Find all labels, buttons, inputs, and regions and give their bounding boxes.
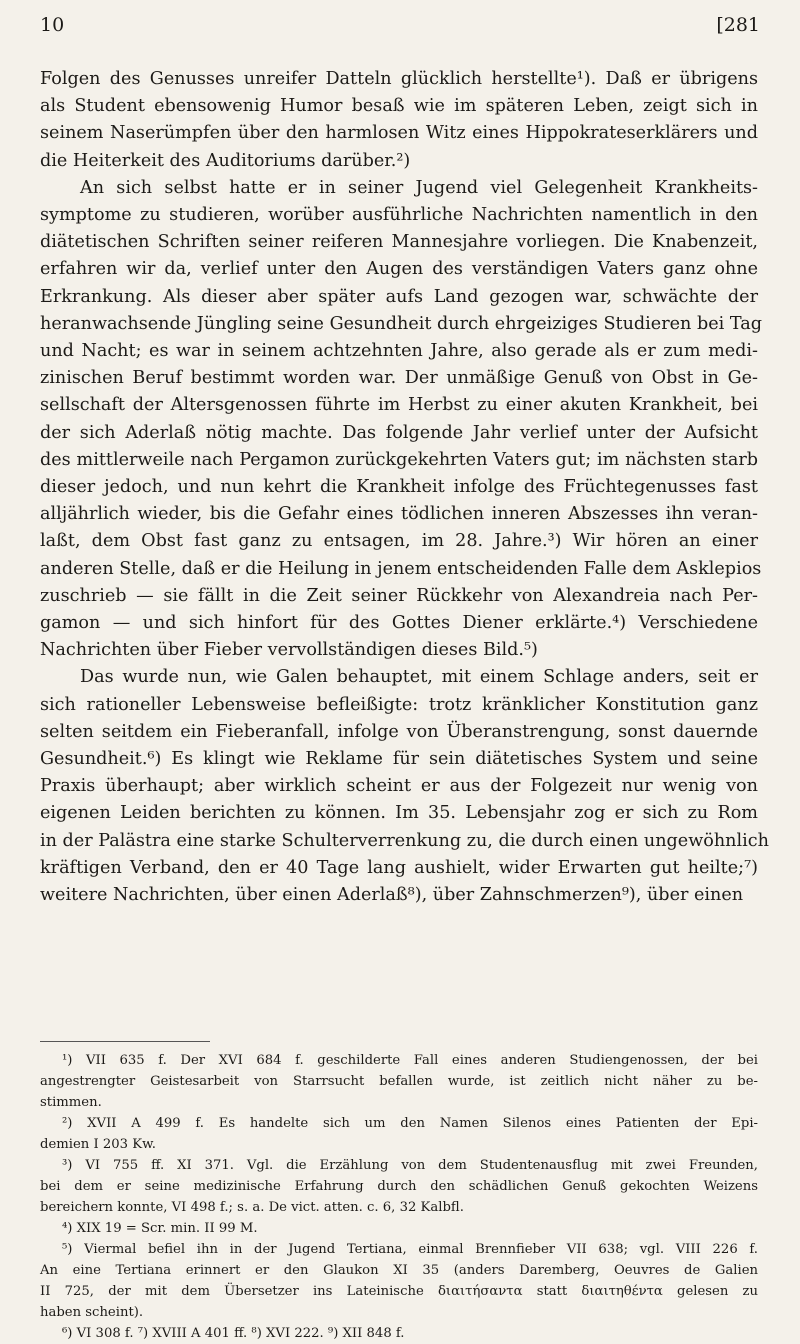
text-line: und Nacht; es war in seinem achtzehnten Jahre, also gerade als er zum medi-	[40, 341, 758, 362]
text-line: demien I 203 Kw.	[40, 1137, 156, 1152]
text-line: kräftigen Verband, den er 40 Tage lang aushielt, wider Erwarten gut heilte;⁷)	[40, 857, 758, 878]
footnote	[40, 1113, 758, 1155]
text-line: Das wurde nun, wie Galen behauptet, mit einem Schlage anders, seit er	[80, 667, 758, 688]
text-line: ⁵) Viermal befiel ihn in der Jugend Tertiana, einmal Brennfieber VII 638; vgl. VIII 226 f.	[62, 1242, 758, 1257]
text-line: diätetischen Schriften seiner reiferen Mannesjahre vorliegen. Die Knabenzeit,	[40, 232, 758, 253]
text-line: die Heiterkeit des Auditoriums darüber.²)	[40, 150, 411, 171]
text-line: als Student ebensowenig Humor besaß wie im späteren Leben, zeigt sich in	[40, 96, 758, 117]
footnote	[40, 1218, 758, 1239]
text-line: symptome zu studieren, worüber ausführliche Nachrichten namentlich in den	[40, 205, 758, 226]
text-line: sich rationeller Lebensweise befleißigte: trotz kränklicher Konstitution ganz	[40, 694, 758, 715]
page-number: 10	[40, 14, 65, 36]
text-line: alljährlich wieder, bis die Gefahr eines tödlichen inneren Abszesses ihn veran-	[40, 504, 758, 525]
text-line: Praxis überhaupt; aber wirklich scheint er aus der Folgezeit nur wenig von	[40, 776, 758, 797]
footnote	[40, 1239, 758, 1323]
text-line: An eine Tertiana erinnert er den Glaukon XI 35 (anders Daremberg, Oeuvres de Galien	[40, 1263, 758, 1278]
text-line: laßt, dem Obst fast ganz zu entsagen, im 28. Jahre.³) Wir hören an einer	[40, 531, 758, 552]
footnotes	[40, 1050, 758, 1344]
text-line: zuschrieb — sie fällt in die Zeit seiner Rückkehr von Alexandreia nach Per-	[40, 585, 758, 606]
text-line: des mittlerweile nach Pergamon zurückgekehrten Vaters gut; im nächsten starb	[40, 449, 758, 470]
text-line: sellschaft der Altersgenossen führte im Herbst zu einer akuten Krankheit, bei	[40, 395, 758, 416]
text-line: ⁴) XIX 19 = Scr. min. II 99 M.	[62, 1221, 258, 1236]
text-line: heranwachsende Jüngling seine Gesundheit durch ehrgeiziges Studieren bei Tag	[40, 313, 762, 334]
text-line: in der Palästra eine starke Schulterverrenkung zu, die durch einen ungewöhnlich	[40, 830, 769, 851]
text-line: gamon — und sich hinfort für des Gottes Diener erklärte.⁴) Verschiedene	[40, 613, 758, 634]
paragraph	[40, 66, 758, 175]
text-line: anderen Stelle, daß er die Heilung in jenem entscheidenden Falle dem Asklepios	[40, 558, 762, 579]
text-line: haben scheint).	[40, 1305, 144, 1320]
text-line: eigenen Leiden berichten zu können. Im 35. Lebensjahr zog er sich zu Rom	[40, 803, 758, 824]
text-line: seinem Naserümpfen über den harmlosen Witz eines Hippokrateserklärers und	[40, 123, 758, 144]
text-line: Gesundheit.⁶) Es klingt wie Reklame für sein diätetisches System und seine	[40, 749, 758, 770]
text-line: stimmen.	[40, 1095, 102, 1110]
text-line: bei dem er seine medizinische Erfahrung durch den schädlichen Genuß gekochten Weizens	[40, 1179, 758, 1194]
paragraph	[40, 175, 762, 665]
text-line: An sich selbst hatte er in seiner Jugend viel Gelegenheit Krankheits-	[80, 177, 758, 198]
paragraph	[40, 664, 769, 909]
text-line: Nachrichten über Fieber vervollständigen dieses Bild.⁵)	[40, 640, 538, 661]
text-line: ²) XVII A 499 f. Es handelte sich um den Namen Silenos eines Patienten der Epi-	[62, 1116, 758, 1131]
text-line: angestrengter Geistesarbeit von Starrsucht befallen wurde, ist zeitlich nicht näher zu be-	[40, 1074, 758, 1089]
text-line: Erkrankung. Als dieser aber später aufs Land gezogen war, schwächte der	[40, 286, 758, 307]
text-line: selten seitdem ein Fieberanfall, infolge von Überanstrengung, sonst dauernde	[40, 721, 758, 742]
footnote-rule	[40, 1041, 210, 1042]
text-line: ⁶) VI 308 f. ⁷) XVIII A 401 ff. ⁸) XVI 222. ⁹) XII 848 f.	[62, 1326, 405, 1341]
page-header	[40, 14, 760, 44]
body-text	[40, 66, 769, 909]
text-line: erfahren wir da, verlief unter den Augen des verständigen Vaters ganz ohne	[40, 259, 758, 280]
text-line: bereichern konnte, VI 498 f.; s. a. De vict. atten. c. 6, 32 Kalbfl.	[40, 1200, 464, 1215]
page-marker: [281	[716, 14, 760, 36]
footnote	[40, 1050, 758, 1113]
text-line: Folgen des Genusses unreifer Datteln glücklich herstellte¹). Daß er übrigens	[40, 69, 758, 89]
footnote	[40, 1323, 758, 1344]
text-line: zinischen Beruf bestimmt worden war. Der unmäßige Genuß von Obst in Ge-	[40, 368, 758, 389]
footnote	[40, 1155, 758, 1218]
text-line: II 725, der mit dem Übersetzer ins Lateinische διαιτήσαντα statt διαιτηθέντα gelesen zu	[40, 1284, 758, 1299]
text-line: ¹) VII 635 f. Der XVI 684 f. geschilderte Fall eines anderen Studiengenossen, der bei	[62, 1053, 758, 1068]
text-line: ³) VI 755 ff. XI 371. Vgl. die Erzählung von dem Studentenausflug mit zwei Freunden,	[62, 1158, 758, 1173]
text-line: dieser jedoch, und nun kehrt die Krankheit infolge des Früchtegenusses fast	[40, 477, 758, 498]
text-line: weitere Nachrichten, über einen Aderlaß⁸), über Zahnschmerzen⁹), über einen	[40, 885, 744, 906]
text-line: der sich Aderlaß nötig machte. Das folgende Jahr verlief unter der Aufsicht	[40, 422, 758, 443]
